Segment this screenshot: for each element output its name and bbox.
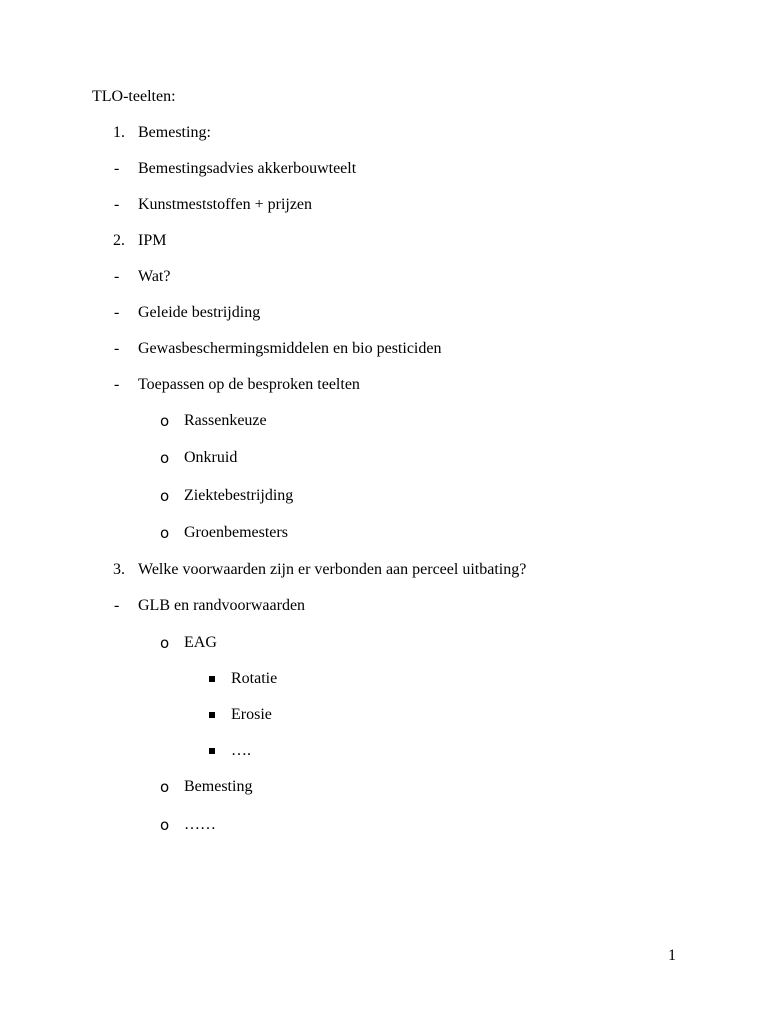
item-number: 2. [113,232,125,249]
item-text: Toepassen op de besproken teelten [138,376,360,393]
page-number: 1 [668,947,676,964]
item-text: Erosie [231,706,272,723]
item-number: 1. [113,124,125,141]
dash-bullet: - [114,340,120,357]
item-text: GLB en randvoorwaarden [138,597,306,614]
square-bullet-icon [209,748,215,754]
dash-bullet: - [114,597,120,614]
item-text: …… [184,816,216,833]
item-number: 3. [113,561,125,578]
dash-bullet: - [114,268,120,285]
square-bullet-icon [209,712,215,718]
item-text: Kunstmeststoffen + prijzen [138,196,313,213]
dash-bullet: - [114,196,120,213]
item-text: Ziektebestrijding [184,487,294,504]
item-text: Onkruid [184,449,238,466]
dash-bullet: - [114,160,120,177]
document-title: TLO-teelten: [92,88,176,105]
item-text: EAG [184,634,217,651]
item-text: Bemesting [184,778,253,795]
item-text: Wat? [138,268,171,285]
square-bullet-icon [209,676,215,682]
circle-bullet-icon: o [160,778,170,796]
item-text: IPM [138,232,167,249]
circle-bullet-icon: o [160,816,170,834]
item-text: Rassenkeuze [184,412,267,429]
item-text: Geleide bestrijding [138,304,261,321]
circle-bullet-icon: o [160,524,170,542]
item-text: Rotatie [231,670,278,687]
dash-bullet: - [114,304,120,321]
circle-bullet-icon: o [160,449,170,467]
dash-bullet: - [114,376,120,393]
item-text: Welke voorwaarden zijn er verbonden aan perceel uitbating? [138,561,527,578]
circle-bullet-icon: o [160,487,170,505]
item-text: Groenbemesters [184,524,288,541]
circle-bullet-icon: o [160,412,170,430]
circle-bullet-icon: o [160,634,170,652]
item-text: Bemestingsadvies akkerbouwteelt [138,160,357,177]
item-text: Bemesting: [138,124,211,141]
item-text: Gewasbeschermingsmiddelen en bio pesticiden [138,340,442,357]
item-text: …. [231,742,251,759]
